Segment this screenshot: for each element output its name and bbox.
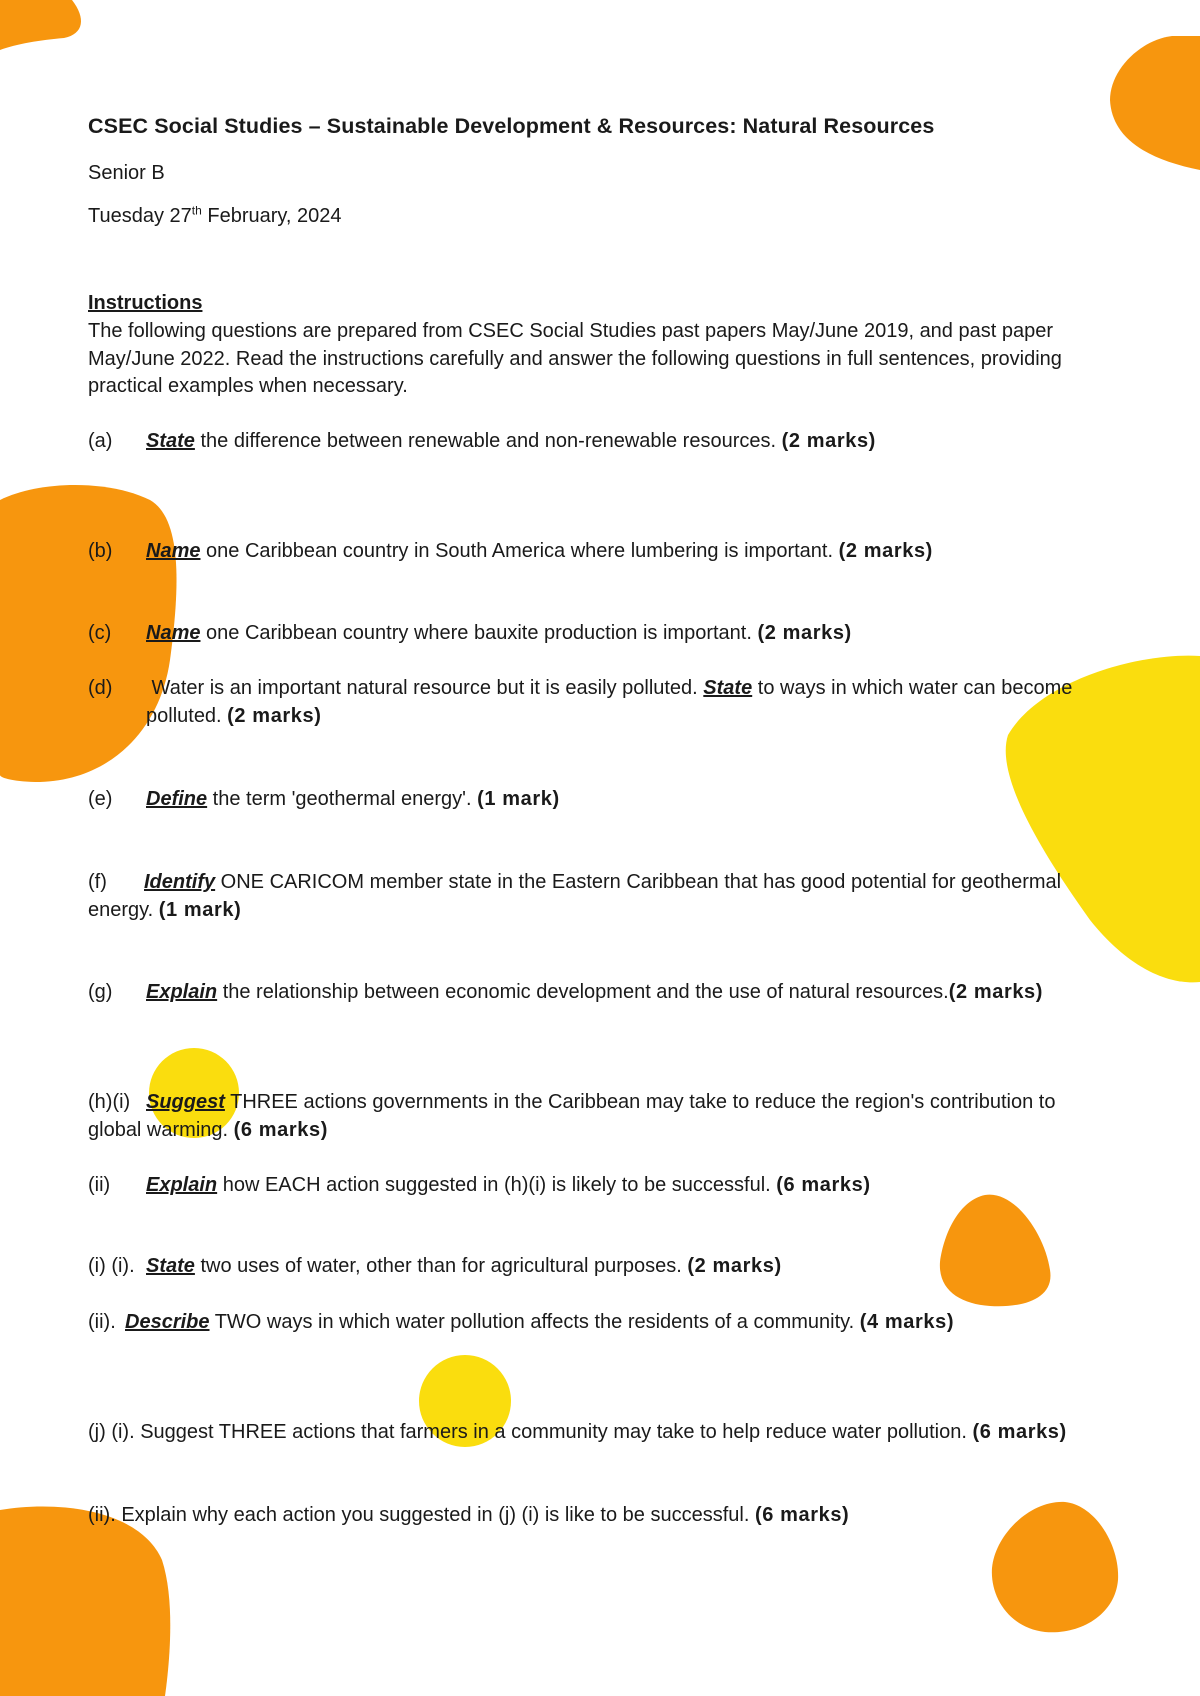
orange-blob-top-right <box>1110 36 1200 170</box>
question-text: the relationship between economic development and the use of natural resources. <box>217 981 949 1003</box>
question-g <box>88 979 1088 1007</box>
question-b <box>88 538 1118 566</box>
question-text-before: Water is an important natural resource but it is easily polluted. <box>146 677 704 699</box>
marks: (6 marks) <box>776 1174 871 1196</box>
date <box>88 203 342 231</box>
command-word: Explain <box>146 1174 218 1196</box>
marks: (6 marks) <box>972 1421 1067 1443</box>
marks: (1 mark) <box>477 788 560 810</box>
command-word: State <box>703 677 753 699</box>
command-word: Define <box>146 788 208 810</box>
question-a <box>88 428 1118 456</box>
question-text: one Caribbean country where bauxite production is important. <box>200 622 758 644</box>
marks: (1 mark) <box>158 898 242 921</box>
question-i-i <box>88 1253 1118 1281</box>
date-prefix: Tuesday 27 <box>88 205 192 227</box>
question-label: (e) <box>88 788 113 810</box>
question-label: (g) <box>88 981 113 1003</box>
date-superscript: th <box>191 203 202 218</box>
question-h-i <box>88 1089 1088 1144</box>
command-word: Identify <box>144 871 216 893</box>
command-word: State <box>146 430 195 452</box>
command-word: Suggest <box>146 1091 225 1113</box>
marks: (2 marks) <box>687 1255 782 1277</box>
command-word: Name <box>146 540 201 562</box>
orange-blob-bottom-left <box>0 1507 170 1696</box>
question-c <box>88 620 1118 648</box>
marks: (2 marks) <box>838 540 933 562</box>
question-e <box>88 786 1118 814</box>
question-text-after: to ways in which water can become polluted. <box>146 677 1073 727</box>
question-label: (i) (i). <box>88 1255 135 1277</box>
page-title: CSEC Social Studies – Sustainable Development & Resources: Natural Resources <box>88 114 935 138</box>
marks: (2 marks) <box>948 981 1044 1003</box>
question-f <box>88 869 1068 924</box>
question-label: (b) <box>88 540 113 562</box>
marks: (4 marks) <box>859 1311 955 1333</box>
marks: (2 marks) <box>781 430 876 452</box>
question-j-ii <box>88 1502 1118 1530</box>
marks: (2 marks) <box>757 622 852 644</box>
question-text: Suggest THREE actions that farmers in a community may take to help reduce water pollution. <box>134 1421 973 1443</box>
question-text: the difference between renewable and non-renewable resources. <box>194 430 782 452</box>
orange-blob-top-left <box>0 0 81 50</box>
instructions-heading: Instructions <box>88 292 203 314</box>
question-label: (f) <box>88 871 107 893</box>
question-text: how EACH action suggested in (h)(i) is likely to be successful. <box>217 1174 777 1196</box>
class-name: Senior B <box>88 162 165 184</box>
question-text: Explain why each action you suggested in (j) (i) is like to be successful. <box>115 1504 755 1526</box>
question-text: the term 'geothermal energy'. <box>207 788 478 810</box>
question-label: (d) <box>88 677 113 699</box>
question-text: TWO ways in which water pollution affects the residents of a community. <box>209 1311 860 1333</box>
question-label: (j) (i). <box>88 1421 135 1443</box>
marks: (6 marks) <box>233 1118 328 1141</box>
question-text: ONE CARICOM member state in the Eastern Caribbean that has good potential for geothermal energy. <box>88 871 1062 921</box>
question-label: (h)(i) <box>88 1091 131 1113</box>
question-label: (ii). <box>88 1504 116 1526</box>
date-suffix: February, 2024 <box>201 205 342 227</box>
question-i-ii <box>88 1309 1118 1337</box>
question-label: (a) <box>88 430 113 452</box>
question-label: (c) <box>88 622 112 644</box>
orange-blob-right-middle <box>940 1195 1051 1307</box>
question-j-i <box>88 1419 1098 1447</box>
command-word: State <box>146 1255 195 1277</box>
command-word: Explain <box>146 981 218 1003</box>
question-d <box>88 675 1118 730</box>
instructions-text: The following questions are prepared from CSEC Social Studies past papers May/June 2019, and past paper May/June 2022. Read the instructions carefully and answer the following questions in full sentences, providing practical examples when necessary. <box>88 320 1062 397</box>
command-word: Describe <box>125 1311 210 1333</box>
question-h-ii <box>88 1172 1118 1200</box>
marks: (2 marks) <box>227 704 322 727</box>
marks: (6 marks) <box>754 1504 850 1526</box>
command-word: Name <box>146 622 201 644</box>
question-text: one Caribbean country in South America where lumbering is important. <box>200 540 839 562</box>
question-text: two uses of water, other than for agricultural purposes. <box>194 1255 688 1277</box>
question-label: (ii) <box>88 1174 111 1196</box>
question-label: (ii). <box>88 1311 116 1333</box>
question-text: THREE actions governments in the Caribbean may take to reduce the region's contribution to global warming. <box>88 1091 1056 1141</box>
